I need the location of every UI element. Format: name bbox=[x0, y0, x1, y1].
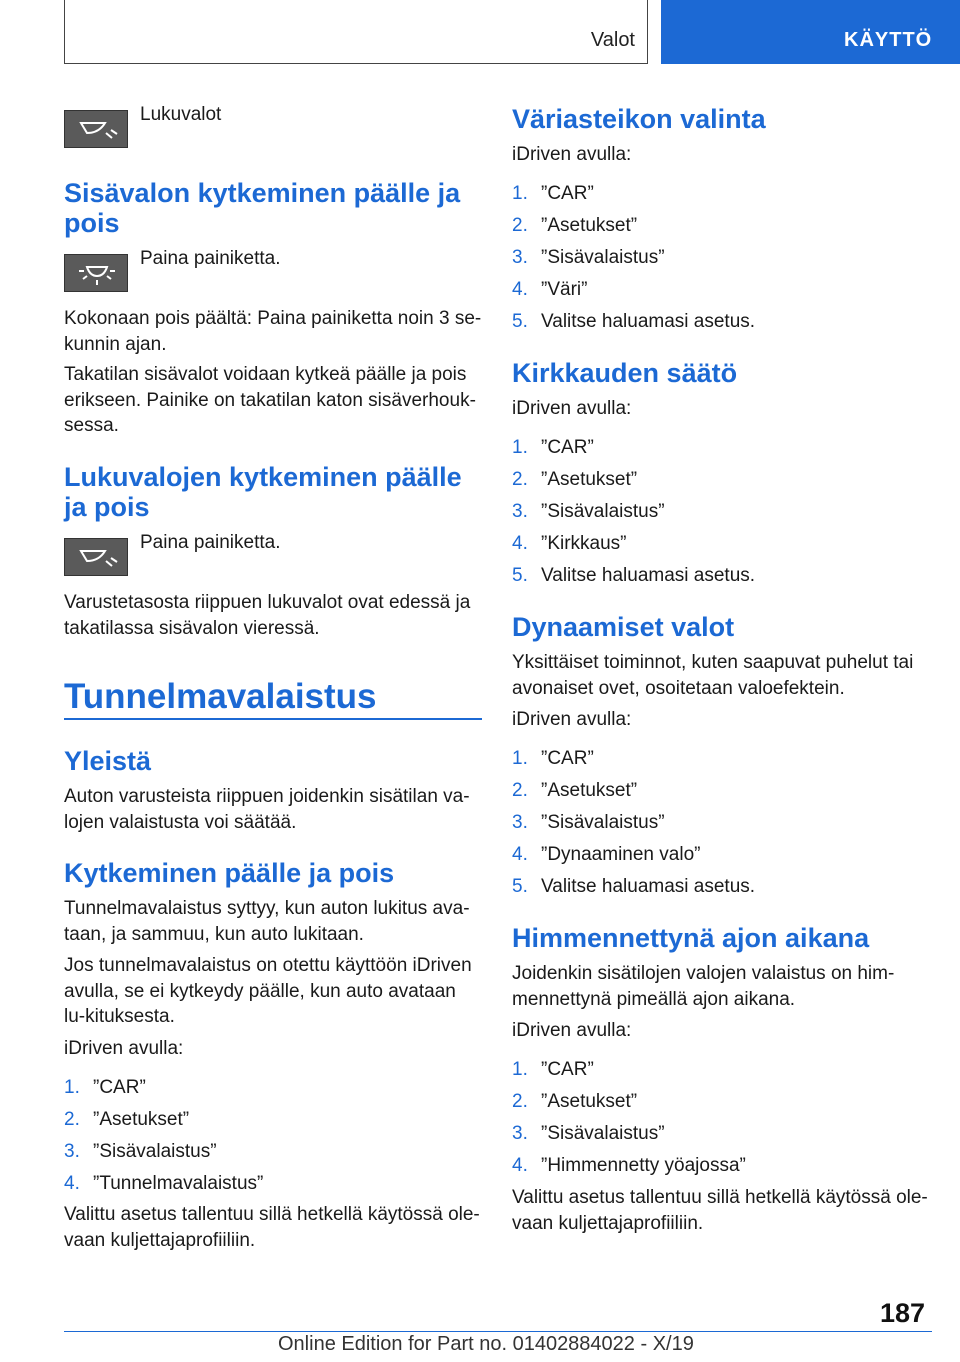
paragraph-text: Kokonaan pois päältä: Paina painiketta noin 3 se-kunnin ajan. bbox=[64, 308, 482, 355]
paragraph bbox=[64, 1202, 482, 1253]
footer-edition: Online Edition for Part no. 01402884022 - X/19 bbox=[278, 1333, 694, 1355]
list-item bbox=[512, 309, 932, 341]
heading-dynaamiset-text: Dynaamiset valot bbox=[512, 612, 735, 642]
steps-list bbox=[512, 746, 932, 906]
page-number: 187 bbox=[880, 1298, 926, 1328]
list-number: 5. bbox=[512, 565, 528, 586]
list-number: 4. bbox=[512, 1155, 528, 1176]
paragraph-text: Valittu asetus tallentuu sillä hetkellä käytössä ole-vaan kuljettajaprofiiliin. bbox=[512, 1187, 928, 1234]
list-item bbox=[512, 842, 932, 874]
paragraph-text: Valittu asetus tallentuu sillä hetkellä käytössä ole-vaan kuljettajaprofiiliin. bbox=[64, 1204, 480, 1251]
paragraph-text: Takatilan sisävalot voidaan kytkeä päälle ja pois erikseen. Painike on takatilan katon sisäverhouk-sessa. bbox=[64, 364, 476, 436]
list-number: 2. bbox=[512, 780, 528, 801]
list-number: 1. bbox=[512, 1059, 528, 1080]
paragraph-text: Varustetasosta riippuen lukuvalot ovat edessä ja takatilassa sisävalon vieressä. bbox=[64, 592, 471, 639]
list-number: 3. bbox=[512, 247, 528, 268]
paragraph-text: iDriven avulla: bbox=[512, 1020, 632, 1041]
header-chapter-label: KÄYTTÖ bbox=[844, 29, 933, 51]
footer-rule bbox=[64, 1331, 932, 1332]
list-text: ”CAR” bbox=[541, 183, 594, 204]
heading-vari-text: Väriasteikon valinta bbox=[512, 104, 766, 134]
list-number: 3. bbox=[512, 812, 528, 833]
list-item bbox=[64, 1139, 482, 1171]
list-text: ”Asetukset” bbox=[541, 469, 638, 490]
list-item bbox=[512, 435, 932, 467]
list-number: 1. bbox=[512, 183, 528, 204]
paragraph bbox=[64, 953, 482, 1030]
list-item bbox=[512, 467, 932, 499]
interior-light-label: Paina painiketta. bbox=[140, 248, 281, 269]
list-item bbox=[64, 1171, 482, 1203]
list-number: 4. bbox=[512, 279, 528, 300]
list-number: 2. bbox=[512, 1091, 528, 1112]
list-item bbox=[512, 213, 932, 245]
paragraph bbox=[64, 590, 482, 641]
list-number: 2. bbox=[512, 215, 528, 236]
reading-light-label: Lukuvalot bbox=[140, 104, 222, 125]
paragraph bbox=[512, 707, 932, 733]
list-text: ”Dynaaminen valo” bbox=[541, 844, 701, 865]
list-text: Valitse haluamasi asetus. bbox=[541, 565, 756, 586]
list-text: Valitse haluamasi asetus. bbox=[541, 876, 756, 897]
list-item bbox=[64, 1107, 482, 1139]
steps-list bbox=[64, 1075, 482, 1203]
heading-kytkeminen-text: Kytkeminen päälle ja pois bbox=[64, 858, 395, 888]
list-item bbox=[512, 810, 932, 842]
chapter-title bbox=[64, 677, 482, 717]
list-item bbox=[512, 181, 932, 213]
list-number: 1. bbox=[64, 1077, 80, 1098]
heading-lukuvalo bbox=[64, 462, 482, 522]
list-item bbox=[512, 746, 932, 778]
steps-list bbox=[512, 435, 932, 595]
paragraph-text: Auton varusteista riippuen joidenkin sisätilan va-lojen valaistusta voi säätää. bbox=[64, 786, 470, 833]
list-text: Valitse haluamasi asetus. bbox=[541, 311, 756, 332]
list-item bbox=[512, 874, 932, 906]
paragraph bbox=[512, 1185, 932, 1236]
paragraph bbox=[512, 396, 932, 422]
list-text: ”Sisävalaistus” bbox=[541, 1123, 665, 1144]
heading-kirkkaus bbox=[512, 358, 932, 388]
paragraph-text: iDriven avulla: bbox=[512, 398, 632, 419]
paragraph-text: iDriven avulla: bbox=[64, 1038, 184, 1059]
paragraph bbox=[512, 961, 932, 1012]
list-number: 5. bbox=[512, 876, 528, 897]
list-item bbox=[512, 245, 932, 277]
heading-dynaamiset bbox=[512, 612, 932, 642]
list-number: 2. bbox=[64, 1109, 80, 1130]
paragraph bbox=[512, 1018, 932, 1044]
reading-light-icon bbox=[64, 538, 128, 576]
list-item bbox=[512, 277, 932, 309]
list-text: ”CAR” bbox=[541, 1059, 594, 1080]
list-item bbox=[512, 1089, 932, 1121]
list-text: ”CAR” bbox=[93, 1077, 146, 1098]
paragraph-text: Jos tunnelmavalaistus on otettu käyttöön iDriven avulla, se ei kytkeydy päälle, kun auto avataan lu-kituksesta. bbox=[64, 955, 472, 1027]
heading-kytkeminen bbox=[64, 858, 482, 888]
chapter-title-rule bbox=[64, 718, 482, 720]
chapter-title-text: Tunnelmavalaistus bbox=[64, 677, 377, 716]
list-text: ”Sisävalaistus” bbox=[541, 812, 665, 833]
list-text: ”Asetukset” bbox=[541, 215, 638, 236]
list-number: 3. bbox=[512, 1123, 528, 1144]
list-text: ”CAR” bbox=[541, 748, 594, 769]
paragraph-text: Joidenkin sisätilojen valojen valaistus on him-mennettynä pimeällä ajon aikana. bbox=[512, 963, 895, 1010]
list-number: 1. bbox=[512, 437, 528, 458]
header-chapter-tab bbox=[661, 0, 960, 64]
list-item bbox=[512, 499, 932, 531]
heading-vari bbox=[512, 104, 932, 134]
steps-list bbox=[512, 181, 932, 341]
heading-yleista bbox=[64, 746, 482, 776]
list-item bbox=[64, 1075, 482, 1107]
paragraph bbox=[512, 142, 932, 168]
reading-light-icon bbox=[64, 110, 128, 148]
list-item bbox=[512, 563, 932, 595]
list-number: 1. bbox=[512, 748, 528, 769]
list-number: 2. bbox=[512, 469, 528, 490]
paragraph-text: Tunnelmavalaistus syttyy, kun auton lukitus ava-taan, ja sammuu, kun auto lukitaan. bbox=[64, 898, 470, 945]
heading-yleista-text: Yleistä bbox=[64, 746, 152, 776]
list-text: ”Asetukset” bbox=[93, 1109, 190, 1130]
paragraph-text: Yksittäiset toiminnot, kuten saapuvat puhelut tai avonaiset ovet, osoitetaan valoefektein. bbox=[512, 652, 914, 699]
list-item bbox=[512, 1057, 932, 1089]
list-number: 4. bbox=[512, 844, 528, 865]
paragraph bbox=[64, 362, 482, 439]
paragraph bbox=[64, 896, 482, 947]
list-number: 5. bbox=[512, 311, 528, 332]
heading-himmennetty-text: Himmennettynä ajon aikana bbox=[512, 923, 870, 953]
list-text: ”CAR” bbox=[541, 437, 594, 458]
list-text: ”Kirkkaus” bbox=[541, 533, 627, 554]
paragraph bbox=[64, 306, 482, 357]
list-item bbox=[512, 778, 932, 810]
list-item bbox=[512, 531, 932, 563]
header-section-box bbox=[64, 0, 648, 64]
paragraph-text: iDriven avulla: bbox=[512, 709, 632, 730]
list-number: 3. bbox=[512, 501, 528, 522]
heading-lukuvalo-text: Lukuvalojen kytkeminen päälle ja pois bbox=[64, 462, 462, 522]
list-text: ”Sisävalaistus” bbox=[541, 247, 665, 268]
list-text: ”Himmennetty yöajossa” bbox=[541, 1155, 746, 1176]
reading-light-label-2: Paina painiketta. bbox=[140, 532, 281, 553]
paragraph bbox=[512, 650, 932, 701]
heading-kirkkaus-text: Kirkkauden säätö bbox=[512, 358, 738, 388]
list-number: 3. bbox=[64, 1141, 80, 1162]
interior-light-icon bbox=[64, 254, 128, 292]
list-item bbox=[512, 1121, 932, 1153]
heading-sisavalo bbox=[64, 178, 482, 238]
paragraph bbox=[64, 784, 482, 835]
steps-list bbox=[512, 1057, 932, 1185]
paragraph bbox=[64, 1036, 482, 1062]
list-text: ”Asetukset” bbox=[541, 780, 638, 801]
list-text: ”Väri” bbox=[541, 279, 588, 300]
paragraph-text: iDriven avulla: bbox=[512, 144, 632, 165]
list-text: ”Sisävalaistus” bbox=[541, 501, 665, 522]
list-text: ”Sisävalaistus” bbox=[93, 1141, 217, 1162]
heading-sisavalo-text: Sisävalon kytkeminen päälle ja pois bbox=[64, 178, 461, 238]
list-number: 4. bbox=[512, 533, 528, 554]
list-text: ”Tunnelmavalaistus” bbox=[93, 1173, 264, 1194]
header-section-title: Valot bbox=[590, 29, 635, 51]
heading-himmennetty bbox=[512, 923, 932, 953]
list-text: ”Asetukset” bbox=[541, 1091, 638, 1112]
list-number: 4. bbox=[64, 1173, 80, 1194]
list-item bbox=[512, 1153, 932, 1185]
